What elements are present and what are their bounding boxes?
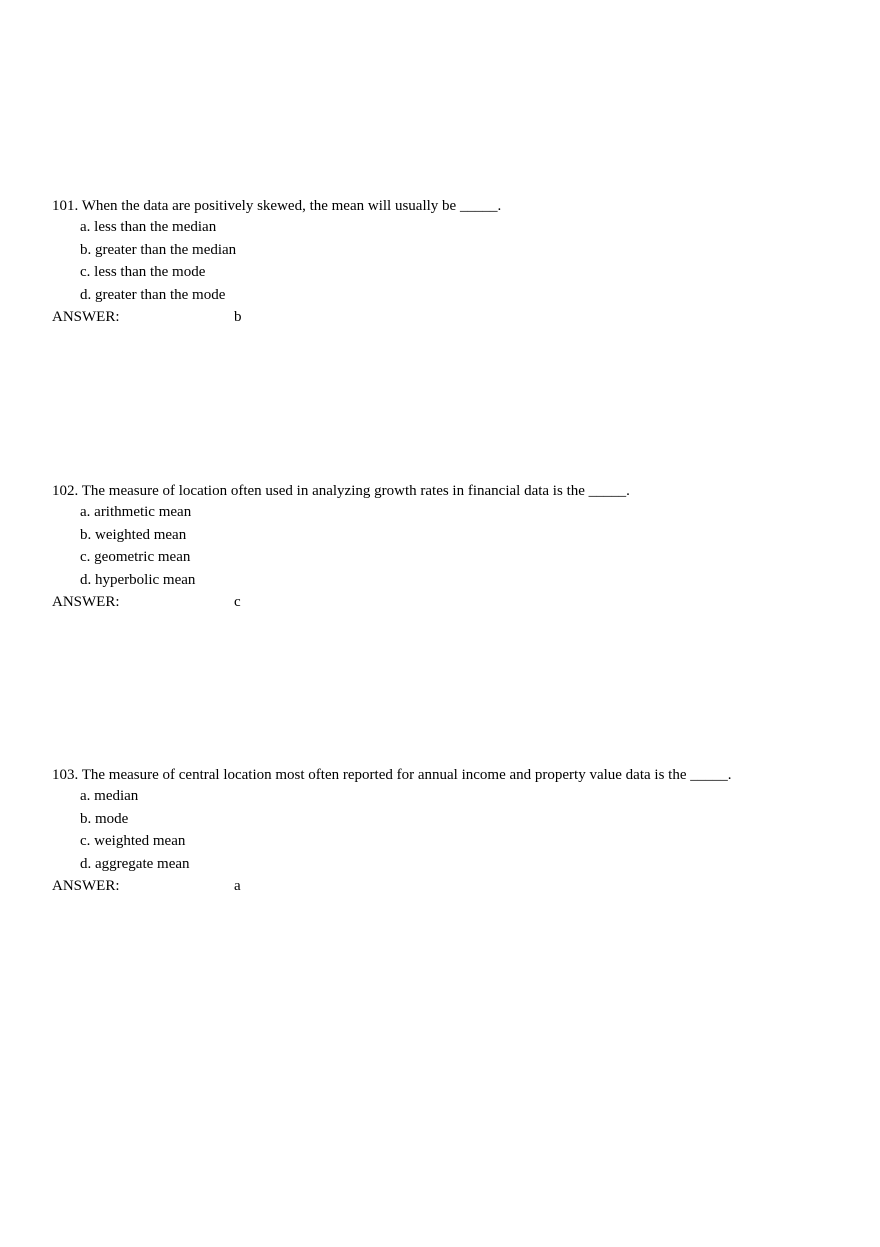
option-c: c. weighted mean [80, 833, 186, 849]
answer-label: ANSWER: [52, 878, 120, 894]
answer-value: c [234, 594, 241, 610]
option-d: d. hyperbolic mean [80, 571, 196, 588]
option-a: a. median [80, 788, 139, 804]
option-c: c. geometric mean [80, 549, 191, 565]
option-a: a. less than the median [80, 219, 217, 235]
option-b: b. weighted mean [80, 526, 187, 543]
answer-value: a [234, 878, 241, 894]
option-list [52, 216, 852, 306]
option-list [52, 501, 852, 591]
option-b: b. greater than the median [80, 241, 237, 258]
option-d: d. aggregate mean [80, 855, 190, 872]
question-103 [52, 765, 852, 897]
option-c: c. less than the mode [80, 264, 206, 280]
answer-row [52, 306, 852, 328]
option-b: b. mode [80, 810, 129, 827]
question-stem: 101. When the data are positively skewed, the mean will usually be _____. [52, 198, 502, 214]
option-d: d. greater than the mode [80, 286, 226, 303]
option-a: a. arithmetic mean [80, 504, 192, 520]
question-stem: 103. The measure of central location most often reported for annual income and property value data is the _____. [52, 767, 732, 783]
answer-row [52, 875, 852, 897]
answer-label: ANSWER: [52, 594, 120, 610]
answer-row [52, 591, 852, 613]
answer-value: b [234, 309, 242, 325]
answer-label: ANSWER: [52, 309, 120, 325]
question-stem: 102. The measure of location often used in analyzing growth rates in financial data is the _____. [52, 483, 630, 499]
question-102 [52, 481, 852, 613]
option-list [52, 785, 852, 875]
question-101 [52, 196, 852, 328]
